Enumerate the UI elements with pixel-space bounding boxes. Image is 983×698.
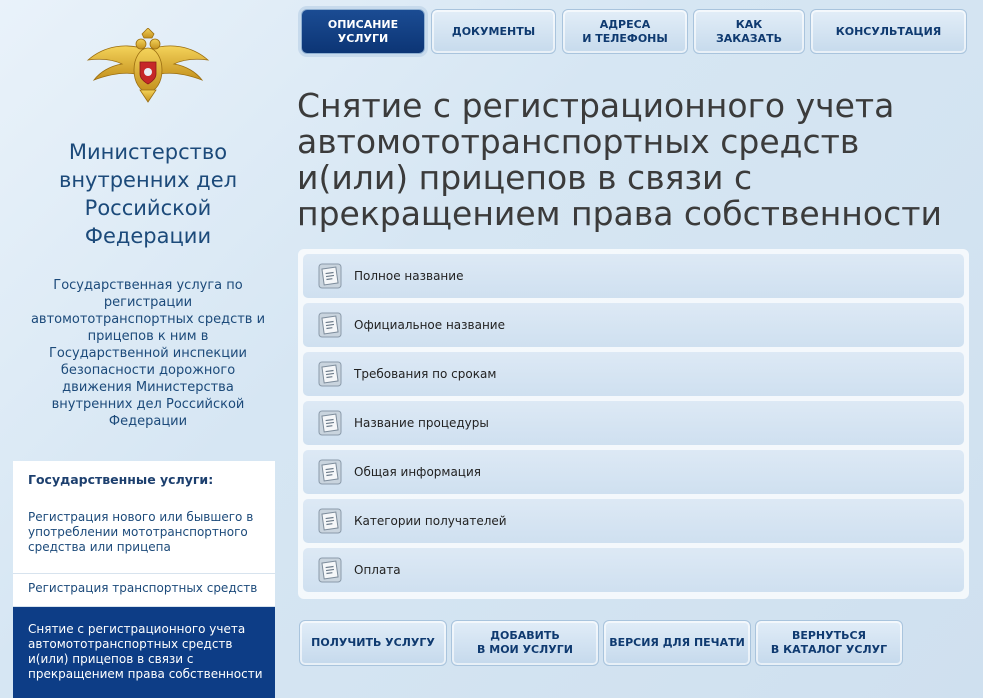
tab-bar	[299, 9, 967, 54]
document-icon	[317, 312, 343, 338]
back-to-catalog-button[interactable]: ВЕРНУТЬСЯ В КАТАЛОГ УСЛУГ	[755, 620, 903, 666]
document-icon	[317, 263, 343, 289]
service-link-deregistration[interactable]: Снятие с регистрационного учета автомототранспортных средств и(или) прицепов в связи с прекращением права собственности	[13, 607, 275, 698]
print-version-button[interactable]: ВЕРСИЯ ДЛЯ ПЕЧАТИ	[603, 620, 751, 666]
service-link-new-vehicle[interactable]: Регистрация нового или бывшего в употреблении мототранспортного средства или прицепа	[13, 505, 275, 574]
tab-addresses-phones[interactable]: АДРЕСА И ТЕЛЕФОНЫ	[562, 9, 688, 54]
document-icon	[317, 410, 343, 436]
section-label: Оплата	[354, 563, 401, 577]
document-icon	[317, 557, 343, 583]
section-label: Официальное название	[354, 318, 505, 332]
tab-how-to-order[interactable]: КАК ЗАКАЗАТЬ	[693, 9, 805, 54]
service-link-vehicle-registration[interactable]: Регистрация транспортных средств	[13, 574, 275, 607]
service-description: Государственная услуга по регистрации автомототранспортных средств и прицепов к ним в Государственной инспекции безопасности дорожного движения Министерства внутренних дел Российской Федерации	[30, 278, 266, 429]
section-procedure-name[interactable]	[303, 401, 964, 445]
section-list	[298, 249, 969, 599]
sidebar	[0, 0, 290, 698]
section-label: Полное название	[354, 269, 464, 283]
document-icon	[317, 508, 343, 534]
section-full-name[interactable]	[303, 254, 964, 298]
add-to-my-services-button[interactable]: ДОБАВИТЬ В МОИ УСЛУГИ	[451, 620, 599, 666]
services-panel	[13, 461, 275, 698]
section-payment[interactable]	[303, 548, 964, 592]
section-label: Категории получателей	[354, 514, 507, 528]
section-official-name[interactable]	[303, 303, 964, 347]
section-general-info[interactable]	[303, 450, 964, 494]
tab-documents[interactable]: ДОКУМЕНТЫ	[431, 9, 556, 54]
section-label: Требования по срокам	[354, 367, 497, 381]
section-label: Название процедуры	[354, 416, 489, 430]
get-service-button[interactable]: ПОЛУЧИТЬ УСЛУГУ	[299, 620, 447, 666]
ministry-name: Министерство внутренних дел Российской Федерации	[58, 140, 238, 248]
services-title: Государственные услуги:	[28, 472, 214, 487]
page-title: Снятие с регистрационного учета автомототранспортных средств и(или) прицепов в связи с прекращением права собственности	[297, 86, 942, 233]
tab-service-description[interactable]: ОПИСАНИЕ УСЛУГИ	[301, 9, 425, 54]
section-time-requirements[interactable]	[303, 352, 964, 396]
section-recipient-categories[interactable]	[303, 499, 964, 543]
eagle-emblem-icon	[86, 28, 210, 104]
document-icon	[317, 459, 343, 485]
tab-consultation[interactable]: КОНСУЛЬТАЦИЯ	[810, 9, 967, 54]
document-icon	[317, 361, 343, 387]
section-label: Общая информация	[354, 465, 481, 479]
